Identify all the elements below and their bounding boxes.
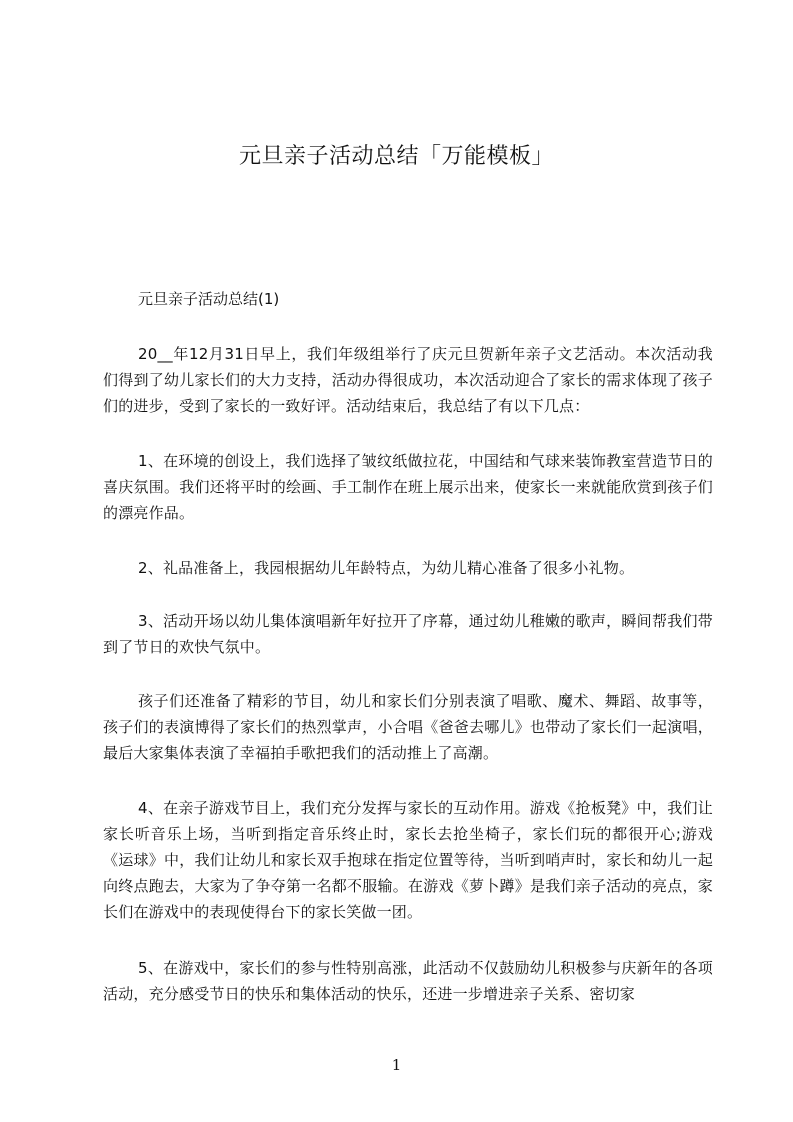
paragraph-point-4: 4、在亲子游戏节目上，我们充分发挥与家长的互动作用。游戏《抢板凳》中，我们让家长听音乐上场，当听到指定音乐终止时，家长去抢坐椅子，家长们玩的都很开心;游戏《运球》中，我们让幼儿和家长双手抱球在指定位置等待，当听到哨声时，家长和幼儿一起向终点跑去，大家为了争夺第一名都不服输。在游戏《萝卜蹲》是我们亲子活动的亮点，家长们在游戏中的表现使得台下的家长笑做一团。: [103, 799, 713, 921]
paragraph-point-2: 2、礼品准备上，我园根据幼儿年龄特点，为幼儿精心准备了很多小礼物。: [138, 559, 635, 577]
paragraph-intro: 20__年12月31日早上，我们年级组举行了庆元旦贺新年亲子文艺活动。本次活动我们得到了幼儿家长们的大力支持，活动办得很成功，本次活动迎合了家长的需求体现了孩子们的进步，受到了家长的一致好评。活动结束后，我总结了有以下几点：: [103, 345, 713, 415]
section-heading: 元旦亲子活动总结(1): [138, 290, 280, 308]
page-number: 1: [391, 1056, 402, 1074]
page-title: 元旦亲子活动总结「万能模板」: [238, 144, 554, 169]
paragraph-point-1: 1、在环境的创设上，我们选择了皱纹纸做拉花，中国结和气球来装饰教室营造节日的喜庆氛围。我们还将平时的绘画、手工制作在班上展示出来，使家长一来就能欣赏到孩子们的漂亮作品。: [103, 452, 713, 522]
paragraph-point-5: 5、在游戏中，家长们的参与性特别高涨，此活动不仅鼓励幼儿积极参与庆新年的各项活动，充分感受节日的快乐和集体活动的快乐，还进一步增进亲子关系、密切家: [103, 959, 713, 1003]
paragraph-performances: 孩子们还准备了精彩的节目，幼儿和家长们分别表演了唱歌、魔术、舞蹈、故事等，孩子们的表演博得了家长们的热烈掌声，小合唱《爸爸去哪儿》也带动了家长们一起演唱，最后大家集体表演了幸福拍手歌把我们的活动推上了高潮。: [103, 692, 713, 762]
paragraph-point-3: 3、活动开场以幼儿集体演唱新年好拉开了序幕，通过幼儿稚嫩的歌声，瞬间帮我们带到了节日的欢快气氛中。: [103, 612, 713, 656]
